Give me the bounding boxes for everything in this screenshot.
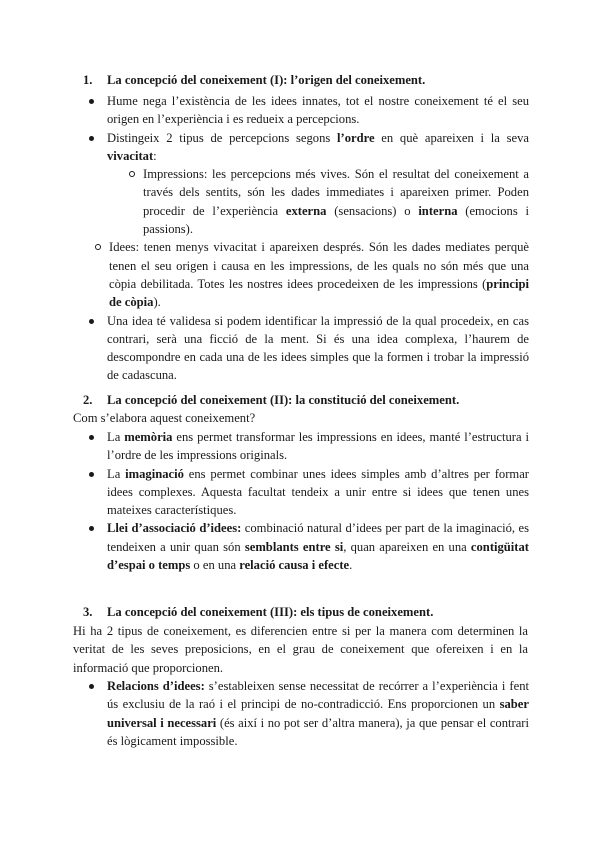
section-title: La concepció del coneixement (I): l’origen del coneixement. xyxy=(107,73,426,87)
text: (és així i no pot ser d’altra manera), ja que pensar el contrari és lògicament impossible. xyxy=(107,715,529,748)
text: , quan apareixen en una xyxy=(343,539,471,554)
list-item-text: Una idea té validesa si podem identificar la impressió de la qual procedeix, en cas contrari, serà una ficció de la ment. Si és una idea complexa, l’haurem de descompondre en cada una de les idees simples que la formen i trobar la impressió de cadascuna. xyxy=(107,313,529,383)
section-2-intro: Com s’elabora aquest coneixement? xyxy=(73,411,256,425)
sub-list-item xyxy=(107,165,529,238)
keyword: contigüitat d’espai o temps xyxy=(107,539,529,573)
list-item xyxy=(73,312,529,385)
keyword: vivacitat xyxy=(107,148,154,163)
section-2-list xyxy=(73,428,529,574)
keyword: principi de còpia xyxy=(109,276,529,310)
bullet-icon xyxy=(89,472,94,477)
keyword: imaginació xyxy=(125,466,184,481)
keyword: memòria xyxy=(124,430,173,444)
text: ). xyxy=(153,295,161,310)
section-3-intro: Hi ha 2 tipus de coneixement, es diferencien entre si per la manera com determinen la veritat de les seves preposicions, en el grau de coneixement que ofereixen i en la informació que proporcionen. xyxy=(73,624,528,675)
bullet-icon xyxy=(89,684,94,689)
text: . xyxy=(349,558,353,573)
section-number: 3. xyxy=(83,605,93,619)
bullet-icon xyxy=(89,435,94,440)
section-1-list xyxy=(73,92,529,385)
text: (emocions i passions). xyxy=(143,203,529,237)
list-item xyxy=(73,465,529,520)
section-title: La concepció del coneixement (III): els tipus de coneixement. xyxy=(107,605,434,619)
keyword: relació causa i efecte xyxy=(239,558,350,573)
section-3-list xyxy=(73,677,529,750)
sub-list-item xyxy=(73,238,529,311)
hollow-bullet-icon xyxy=(129,171,135,177)
keyword: Relacions d’idees: xyxy=(107,679,205,693)
hollow-bullet-icon xyxy=(95,244,101,250)
keyword: saber universal i necessari xyxy=(107,697,529,730)
section-3-heading xyxy=(73,603,533,621)
keyword: interna xyxy=(418,203,458,218)
bullet-icon xyxy=(89,319,94,324)
list-item xyxy=(73,428,529,465)
text: (sensacions) o xyxy=(326,203,419,218)
text: s’estableixen sense necessitat de recórrer a l’experiència i fent ús exclusiu de la raó i el principi de no-contradicció. Ens proporcionen un xyxy=(107,679,529,712)
text: ens permet transformar les impressions en idees, manté l’estructura i l’ordre de les impressions originals. xyxy=(107,430,529,463)
text: La xyxy=(107,466,126,481)
bullet-icon xyxy=(89,99,94,104)
list-item xyxy=(73,129,529,166)
list-item xyxy=(73,677,529,750)
section-2-heading xyxy=(73,391,533,409)
text: Impressions: les percepcions més vives. Són el resultat del coneixement a través dels sentits, són les dades immediates i apareixen primer. Poden procedir de l’experiència xyxy=(143,167,529,218)
section-title: La concepció del coneixement (II): la constitució del coneixement. xyxy=(107,393,460,407)
list-item xyxy=(73,519,529,574)
list-item-text: Hume nega l’existència de les idees innates, tot el nostre coneixement té el seu origen en l’experiència i es redueix a percepcions. xyxy=(107,94,529,127)
text: : xyxy=(153,148,157,163)
keyword: externa xyxy=(285,203,327,218)
list-item xyxy=(73,92,529,129)
text: en què apareixen i la seva xyxy=(374,130,529,145)
text: Idees: tenen menys vivacitat i apareixen després. Són les dades mediates perquè tenen el seu origen i causa en les impressions, de les quals no són més que una còpia debilitada. Totes les nostres idees procedeixen de les impressions ( xyxy=(109,240,529,291)
text: ens permet combinar unes idees simples amb d’altres per formar idees complexes. Aquesta facultat tendeix a unir entre si idees que tenen unes mateixes característiques. xyxy=(107,466,529,518)
text: Distingeix 2 tipus de percepcions segons xyxy=(107,130,338,145)
section-number: 2. xyxy=(83,393,93,407)
section-1-heading xyxy=(73,71,533,89)
bullet-icon xyxy=(89,526,94,531)
text: combinació natural d’idees per part de la imaginació, es tendeixen a unir quan són xyxy=(107,521,529,554)
section-number: 1. xyxy=(83,73,93,87)
keyword: l’ordre xyxy=(337,130,375,145)
text: La xyxy=(107,430,125,444)
bullet-icon xyxy=(89,136,94,141)
keyword: semblants entre si xyxy=(244,539,344,554)
keyword: Llei d’associació d’idees: xyxy=(107,521,242,536)
text: o en una xyxy=(190,558,240,573)
